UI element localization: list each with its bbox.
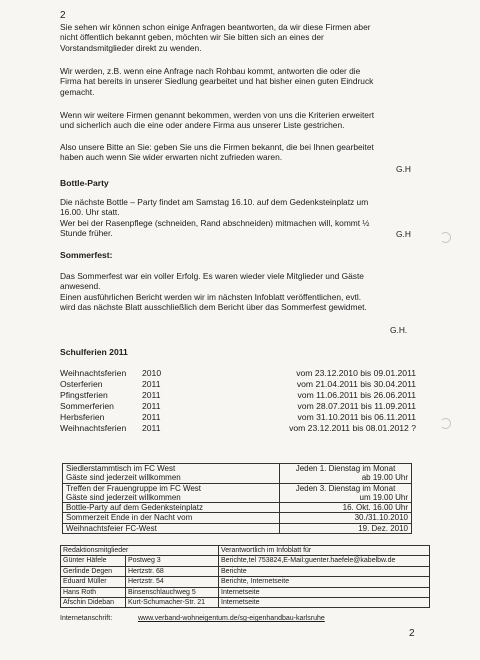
event-row	[63, 483, 412, 503]
event-name	[63, 464, 280, 484]
holiday-year: 2010	[142, 368, 162, 378]
text-line: Also unsere Bitte an Sie: geben Sie uns die Firmen bekannt, die bei Ihnen gearbeitet	[60, 142, 374, 152]
event-line: ab 19.00 Uhr	[361, 473, 408, 483]
text-line: wird das nächste Blatt ausschließlich dem Bericht über das Sommerfest gewidmet.	[60, 301, 367, 312]
event-line: 30./31.10.2010	[354, 513, 408, 523]
holiday-name: Osterferien	[60, 379, 103, 389]
paragraph-bottle-party	[60, 197, 416, 238]
holiday-row	[60, 379, 416, 390]
text-line: nicht öffentlich bekannt geben, möchten wir Sie bitten sich an eines der	[60, 32, 324, 43]
text-line: Wenn wir weitere Firmen genannt bekommen, werden von uns die Kriterien erweitert	[60, 110, 375, 120]
event-line: 16. Okt. 16.00 Uhr	[342, 503, 408, 513]
events-table	[62, 463, 412, 534]
event-line: Siedlerstammtisch im FC West	[66, 464, 176, 473]
event-line: Jeden 1. Dienstag im Monat	[295, 464, 396, 473]
member-role: Internetseite	[219, 587, 430, 597]
holiday-range: vom 31.10.2011 bis 06.11.2011	[297, 412, 416, 422]
event-line: Sommerzeit Ende in der Nacht vom	[66, 513, 193, 523]
editorial-header-row	[61, 546, 430, 556]
editorial-row	[61, 577, 430, 587]
holiday-range: vom 11.06.2011 bis 26.06.2011	[297, 390, 416, 400]
heading-schulferien: Schulferien 2011	[60, 347, 128, 357]
text-line: gemacht.	[60, 86, 95, 97]
member-street: Postweg 3	[126, 556, 219, 566]
text-line: Sie sehen wir können schon einige Anfragen beantworten, da wir diese Firmen aber	[60, 22, 371, 32]
page-number-bottom: 2	[409, 628, 415, 639]
event-time	[280, 513, 412, 523]
editorial-header-members: Redaktionsmitglieder	[61, 546, 219, 556]
event-name	[63, 513, 280, 523]
holiday-name: Sommerferien	[60, 401, 114, 411]
event-line: Jeden 3. Dienstag im Monat	[295, 483, 396, 493]
paragraph-sommerfest	[60, 271, 416, 312]
text-line: Das Sommerfest war ein voller Erfolg. Es waren wieder viele Mitglieder und Gäste	[60, 271, 364, 281]
holiday-row	[60, 390, 416, 401]
text-line: 16.00. Uhr statt.	[60, 207, 120, 218]
event-time	[280, 483, 412, 503]
holiday-row	[60, 368, 416, 379]
event-line: Weihnachtsfeier FC-West	[66, 523, 157, 533]
member-role: Berichte, Internetseite	[219, 577, 430, 587]
text-line: Wir werden, z.B. wenn eine Anfrage nach Rohbau kommt, antworten die oder die	[60, 66, 361, 76]
holiday-list	[60, 368, 416, 434]
event-line: um 19.00 Uhr	[359, 492, 408, 502]
holiday-year: 2011	[142, 390, 161, 400]
text-line: Einen ausführlichen Bericht werden wir im nächsten Infoblatt veröffentlichen, evtl.	[60, 291, 362, 302]
text-line: Firma hat bereits in unserer Siedlung gearbeitet und hat bisher einen guten Eindruck	[60, 76, 374, 87]
holiday-year: 2011	[142, 401, 161, 411]
holiday-range: vom 23.12.2011 bis 08.01.2012 ?	[289, 423, 416, 433]
event-line: Bottle-Party auf dem Gedenksteinplatz	[66, 503, 203, 513]
event-row	[63, 513, 412, 523]
event-time	[280, 503, 412, 513]
event-row	[63, 464, 412, 484]
member-role: Berichte,tel 753824,E-Mail:guenter.haefele@kabelbw.de	[219, 556, 430, 566]
holiday-name: Weihnachtsferien	[60, 368, 127, 378]
event-row	[63, 523, 412, 533]
editorial-row	[61, 566, 430, 576]
editorial-header-responsible: Verantwortlich im Infoblatt für	[219, 546, 430, 556]
holiday-row	[60, 423, 416, 434]
editorial-row	[61, 598, 430, 608]
holiday-range: vom 28.07.2011 bis 11.09.2011	[297, 401, 416, 411]
paragraph-example	[60, 66, 416, 97]
event-row	[63, 503, 412, 513]
member-street: Binsenschlauchweg 5	[126, 587, 219, 597]
holiday-year: 2011	[142, 412, 161, 422]
paragraph-criteria	[60, 110, 416, 131]
member-name: Eduard Müller	[61, 577, 126, 587]
event-name	[63, 483, 280, 503]
text-line: Vorstandsmitglieder direkt zu wenden.	[60, 42, 202, 53]
event-line: Gäste sind jederzeit willkommen	[66, 492, 181, 502]
event-name	[63, 523, 280, 533]
editorial-row	[61, 556, 430, 566]
heading-bottle-party: Bottle-Party	[60, 178, 109, 188]
event-line: Treffen der Frauengruppe im FC West	[66, 483, 202, 493]
signature-gh: G.H	[396, 164, 411, 174]
internet-url-link[interactable]: www.verband-wohneigentum.de/sg-eigenhandbau-karlsruhe	[138, 615, 325, 622]
punch-hole-mark	[440, 418, 451, 429]
holiday-name: Weihnachtsferien	[60, 423, 127, 433]
editorial-row	[61, 587, 430, 597]
holiday-name: Pfingstferien	[60, 390, 108, 400]
paragraph-firms-intro	[60, 22, 416, 53]
text-line: Wer bei der Rasenpflege (schneiden, Rand abschneiden) mitmachen will, kommt ½	[60, 217, 370, 228]
member-name: Hans Roth	[61, 587, 126, 597]
member-street: Hertzstr. 68	[126, 566, 219, 576]
holiday-year: 2011	[142, 423, 161, 433]
punch-hole-mark	[440, 232, 451, 243]
holiday-year: 2011	[142, 379, 161, 389]
member-name: Gerlinde Degen	[61, 566, 126, 576]
text-line: Stunde früher.	[60, 227, 113, 238]
paragraph-request	[60, 142, 416, 163]
event-time	[280, 523, 412, 533]
event-line: Gäste sind jederzeit willkommen	[66, 473, 181, 483]
member-role: Berichte	[219, 566, 430, 576]
text-line: Die nächste Bottle – Party findet am Samstag 16.10. auf dem Gedenksteinplatz um	[60, 197, 369, 207]
event-line: 19. Dez. 2010	[358, 523, 408, 533]
holiday-range: vom 21.04.2011 bis 30.04.2011	[296, 379, 416, 389]
event-name	[63, 503, 280, 513]
text-line: haben auch wenn Sie wider erwarten nicht zufrieden waren.	[60, 152, 283, 163]
member-street: Hertzstr. 54	[126, 577, 219, 587]
member-name: Afschin Dideban	[61, 598, 126, 608]
signature-gh: G.H	[396, 229, 411, 239]
holiday-row	[60, 412, 416, 423]
text-line: und sicherlich auch die eine oder andere Firma aus unserer Liste gestrichen.	[60, 120, 345, 131]
member-street: Kurt-Schumacher-Str. 21	[126, 598, 219, 608]
editorial-team-table	[60, 545, 430, 608]
signature-gh: G.H.	[390, 325, 408, 335]
event-time	[280, 464, 412, 484]
internet-label: Internetanschrift:	[60, 615, 113, 622]
heading-sommerfest: Sommerfest:	[60, 250, 113, 260]
holiday-name: Herbsferien	[60, 412, 105, 422]
member-role: Internetseite	[219, 598, 430, 608]
holiday-range: vom 23.12.2010 bis 09.01.2011	[296, 368, 416, 378]
member-name: Günter Häfele	[61, 556, 126, 566]
holiday-row	[60, 401, 416, 412]
text-line: anwesend.	[60, 281, 101, 292]
page-number-top: 2	[60, 10, 66, 21]
